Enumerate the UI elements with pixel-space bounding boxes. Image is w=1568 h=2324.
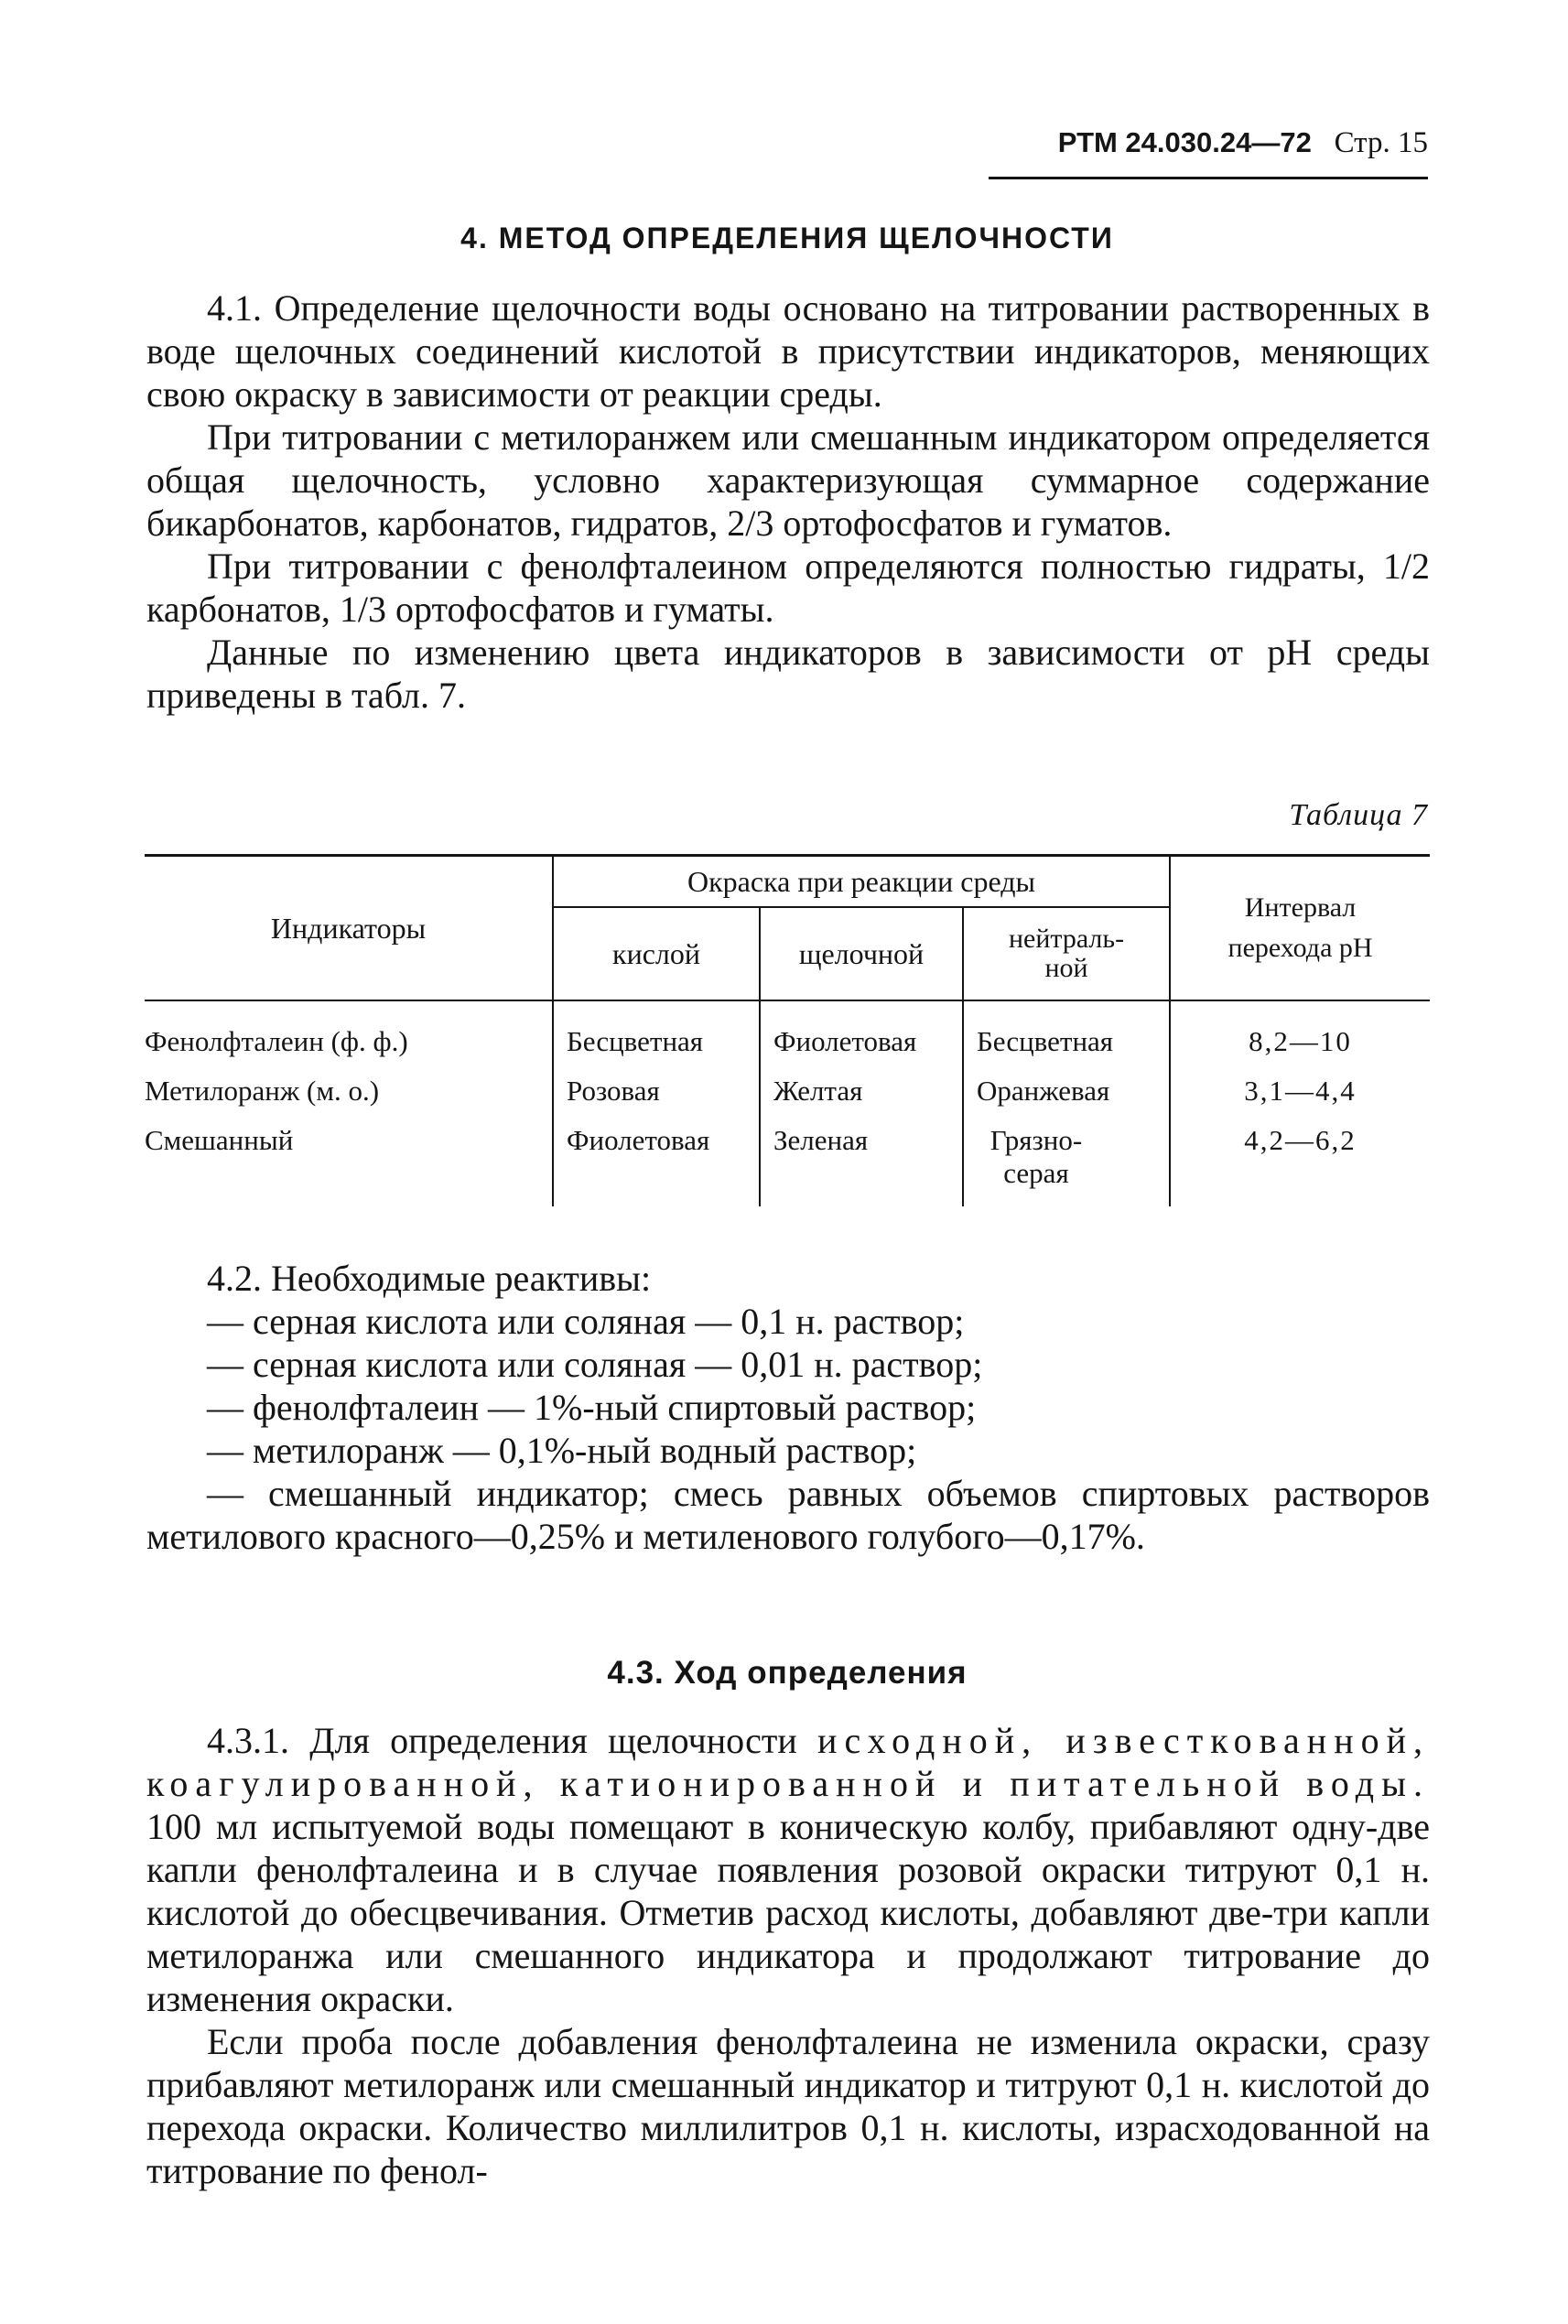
table-caption: Таблица 7 (1289, 798, 1428, 832)
reagents-title: 4.2. Необходимые реактивы: (207, 1258, 652, 1299)
section-4-3-body (146, 1719, 1430, 2192)
cell-alkaline: Фиолетовая (760, 1000, 963, 1075)
cell-indicator: Фенолфталеин (ф. ф.) (145, 1000, 553, 1075)
header-indicators: Индикаторы (145, 856, 553, 1001)
cell-indicator: Смешанный (145, 1124, 553, 1206)
document-code: РТМ 24.030.24—72 (1057, 126, 1312, 158)
reagent-item: — метилоранж — 0,1%-ный водный раствор; (207, 1430, 917, 1471)
paragraph-table-reference: Данные по изменению цвета индикаторов в зависимости от рН среды приведены в табл. 7. (146, 632, 1430, 716)
header-acid: кислой (553, 907, 760, 1000)
reagent-item: — смешанный индикатор; смесь равных объемов спиртовых растворов метилового красного—0,25% и метиленового голубого—0,17%. (146, 1473, 1430, 1557)
cell-neutral: Бесцветная (963, 1000, 1170, 1075)
paragraph-4-3-1-lead: 4.3.1. Для определения щелочности (207, 1720, 797, 1761)
cell-neutral: Оранжевая (963, 1075, 1170, 1124)
water-types-spaced: исходной, известкованной, коагулированной, катионированной и питательной воды. (146, 1720, 1431, 1804)
section-4-title: 4. МЕТОД ОПРЕДЕЛЕНИЯ ЩЕЛОЧНОСТИ (460, 222, 1114, 254)
cell-acid: Фиолетовая (553, 1124, 760, 1206)
reagent-item: — серная кислота или соляная — 0,1 н. раствор; (207, 1301, 965, 1342)
paragraph-total-alkalinity: При титровании с метилоранжем или смешанным индикатором определяется общая щелочность, условно характеризующая суммарное содержание бикарбонатов, карбонатов, гидратов, 2/3 ортофосфатов и гуматов. (146, 416, 1430, 544)
table-row (145, 1000, 1430, 1075)
header-color-group: Окраска при реакции среды (553, 856, 1170, 908)
cell-alkaline: Желтая (760, 1075, 963, 1124)
page-header (989, 126, 1428, 160)
cell-acid: Бесцветная (553, 1000, 760, 1075)
table-row (145, 1075, 1430, 1124)
indicator-table (145, 854, 1430, 1206)
header-interval: Интервал перехода рН (1170, 856, 1430, 1001)
header-neutral: нейтраль- ной (963, 907, 1170, 1000)
reagent-item: — серная кислота или соляная — 0,01 н. раствор; (207, 1344, 983, 1385)
cell-interval: 8,2—10 (1249, 1025, 1352, 1057)
header-rule (989, 177, 1428, 179)
reagents-section (146, 1257, 1430, 1558)
paragraph-4-3-1-rest: 100 мл испытуемой воды помещают в коническую колбу, прибавляют одну-две капли фенолфталеина и в случае появления розовой окраски титруют 0,1 н. кислотой до обесцвечивания. Отметив расход кислоты, добавляют две-три капли метилоранжа или смешанного индикатора и продолжают титрование до изменения окраски. (146, 1806, 1430, 2019)
paragraph-4-1: 4.1. Определение щелочности воды основано на титровании растворенных в воде щелочных соединений кислотой в присутствии индикаторов, меняющих свою окраску в зависимости от реакции среды. (146, 287, 1430, 415)
header-alkaline: щелочной (760, 907, 963, 1000)
cell-interval: 4,2—6,2 (1244, 1124, 1357, 1156)
paragraph-no-color-change: Если проба после добавления фенолфталеина не изменила окраски, сразу прибавляют метилоранж или смешанный индикатор и титруют 0,1 н. кислотой до перехода окраски. Количество миллилитров 0,1 н. кислоты, израсходованной на титрование по фенол- (146, 2021, 1430, 2191)
paragraph-4-3-1 (146, 1719, 1430, 2020)
cell-indicator: Метилоранж (м. о.) (145, 1075, 553, 1124)
paragraph-phenolphthalein: При титровании с фенолфталеином определяются полностью гидраты, 1/2 карбонатов, 1/3 ортофосфатов и гуматы. (146, 546, 1430, 630)
cell-neutral: Грязно- серая (963, 1124, 1170, 1206)
cell-acid: Розовая (553, 1075, 760, 1124)
cell-alkaline: Зеленая (760, 1124, 963, 1206)
page-number: Стр. 15 (1334, 126, 1428, 159)
reagent-item: — фенолфталеин — 1%-ный спиртовый раствор; (207, 1387, 977, 1428)
cell-interval: 3,1—4,4 (1244, 1075, 1357, 1107)
section-4-3-title: 4.3. Ход определения (607, 1655, 968, 1691)
table-row (145, 1124, 1430, 1206)
section-4-body (146, 286, 1430, 717)
